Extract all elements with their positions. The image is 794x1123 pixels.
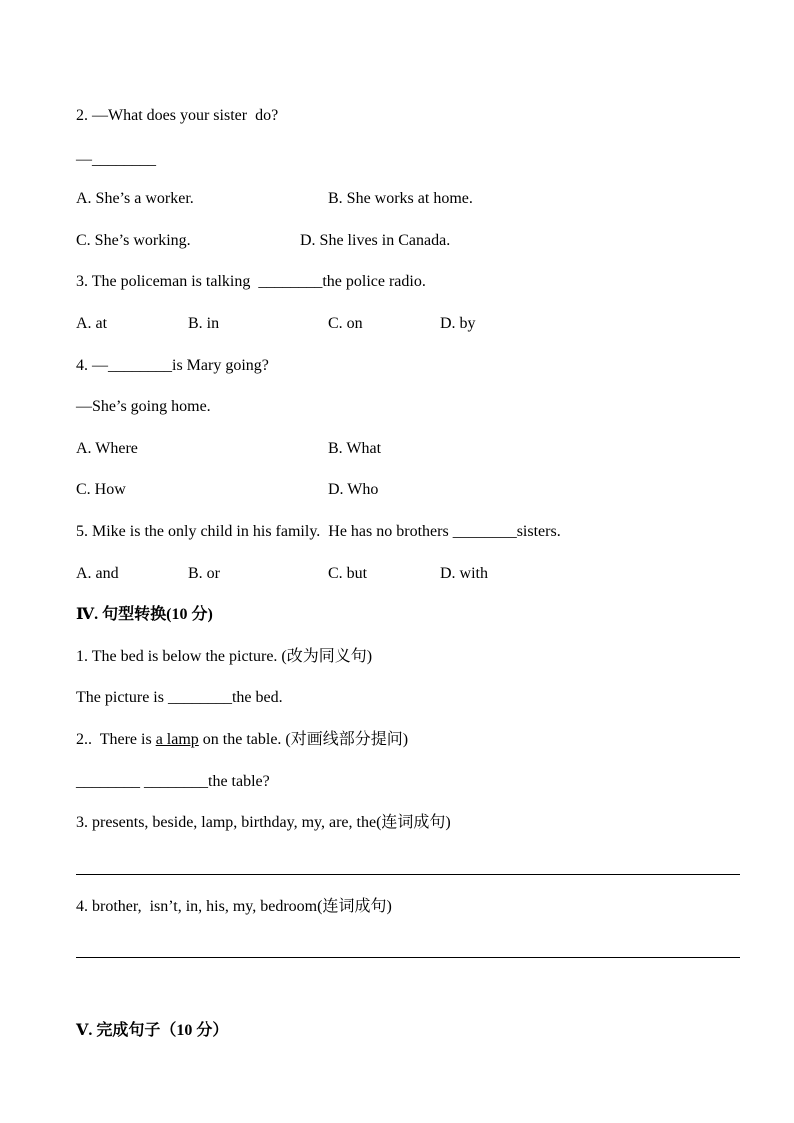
s4-item-1: 1. The bed is below the picture. (改为同义句): [76, 648, 373, 665]
q3-option-b: B. in: [188, 315, 220, 332]
section-5-title: Ⅴ. 完成句子（10 分）: [76, 1022, 229, 1039]
q4-stem: 4. —________is Mary going?: [76, 357, 269, 374]
q3-option-a: A. at: [76, 315, 108, 332]
q3-option-d: D. by: [440, 315, 476, 332]
q2-answer-blank: —________: [76, 151, 156, 168]
section-4-title: Ⅳ. 句型转换(10 分): [76, 606, 213, 623]
s4-item-4: 4. brother, isn’t, in, his, my, bedroom(连词成句): [76, 898, 392, 915]
q2-option-d: D. She lives in Canada.: [300, 232, 451, 249]
q2-stem: 2. —What does your sister do?: [76, 107, 279, 124]
q4-option-d: D. Who: [328, 481, 379, 498]
q4-option-c: C. How: [76, 481, 126, 498]
q3-stem: 3. The policeman is talking ________the police radio.: [76, 273, 426, 290]
q2-option-a: A. She’s a worker.: [76, 190, 194, 207]
q5-option-b: B. or: [188, 565, 220, 582]
s4-item-2-suffix: on the table. (对画线部分提问): [198, 731, 409, 748]
s4-item-2: [76, 730, 408, 750]
q2-option-c: C. She’s working.: [76, 232, 191, 249]
q5-option-a: A. and: [76, 565, 119, 582]
q5-option-d: D. with: [440, 565, 488, 582]
answer-line: [76, 957, 740, 958]
q5-option-c: C. but: [328, 565, 368, 582]
s4-item-3: 3. presents, beside, lamp, birthday, my, are, the(连词成句): [76, 814, 451, 831]
q2-option-b: B. She works at home.: [328, 190, 473, 207]
s4-item-2-underlined: a lamp: [155, 731, 199, 748]
q3-option-c: C. on: [328, 315, 363, 332]
s4-item-1-answer: The picture is ________the bed.: [76, 689, 283, 706]
q5-stem: 5. Mike is the only child in his family. He has no brothers ________sisters.: [76, 523, 561, 540]
q4-option-a: A. Where: [76, 440, 138, 457]
q4-answer: —She’s going home.: [76, 398, 211, 415]
answer-line: [76, 874, 740, 875]
s4-item-2-answer: ________ ________the table?: [76, 773, 270, 790]
q4-option-b: B. What: [328, 440, 382, 457]
s4-item-2-prefix: 2.. There is: [76, 731, 156, 748]
